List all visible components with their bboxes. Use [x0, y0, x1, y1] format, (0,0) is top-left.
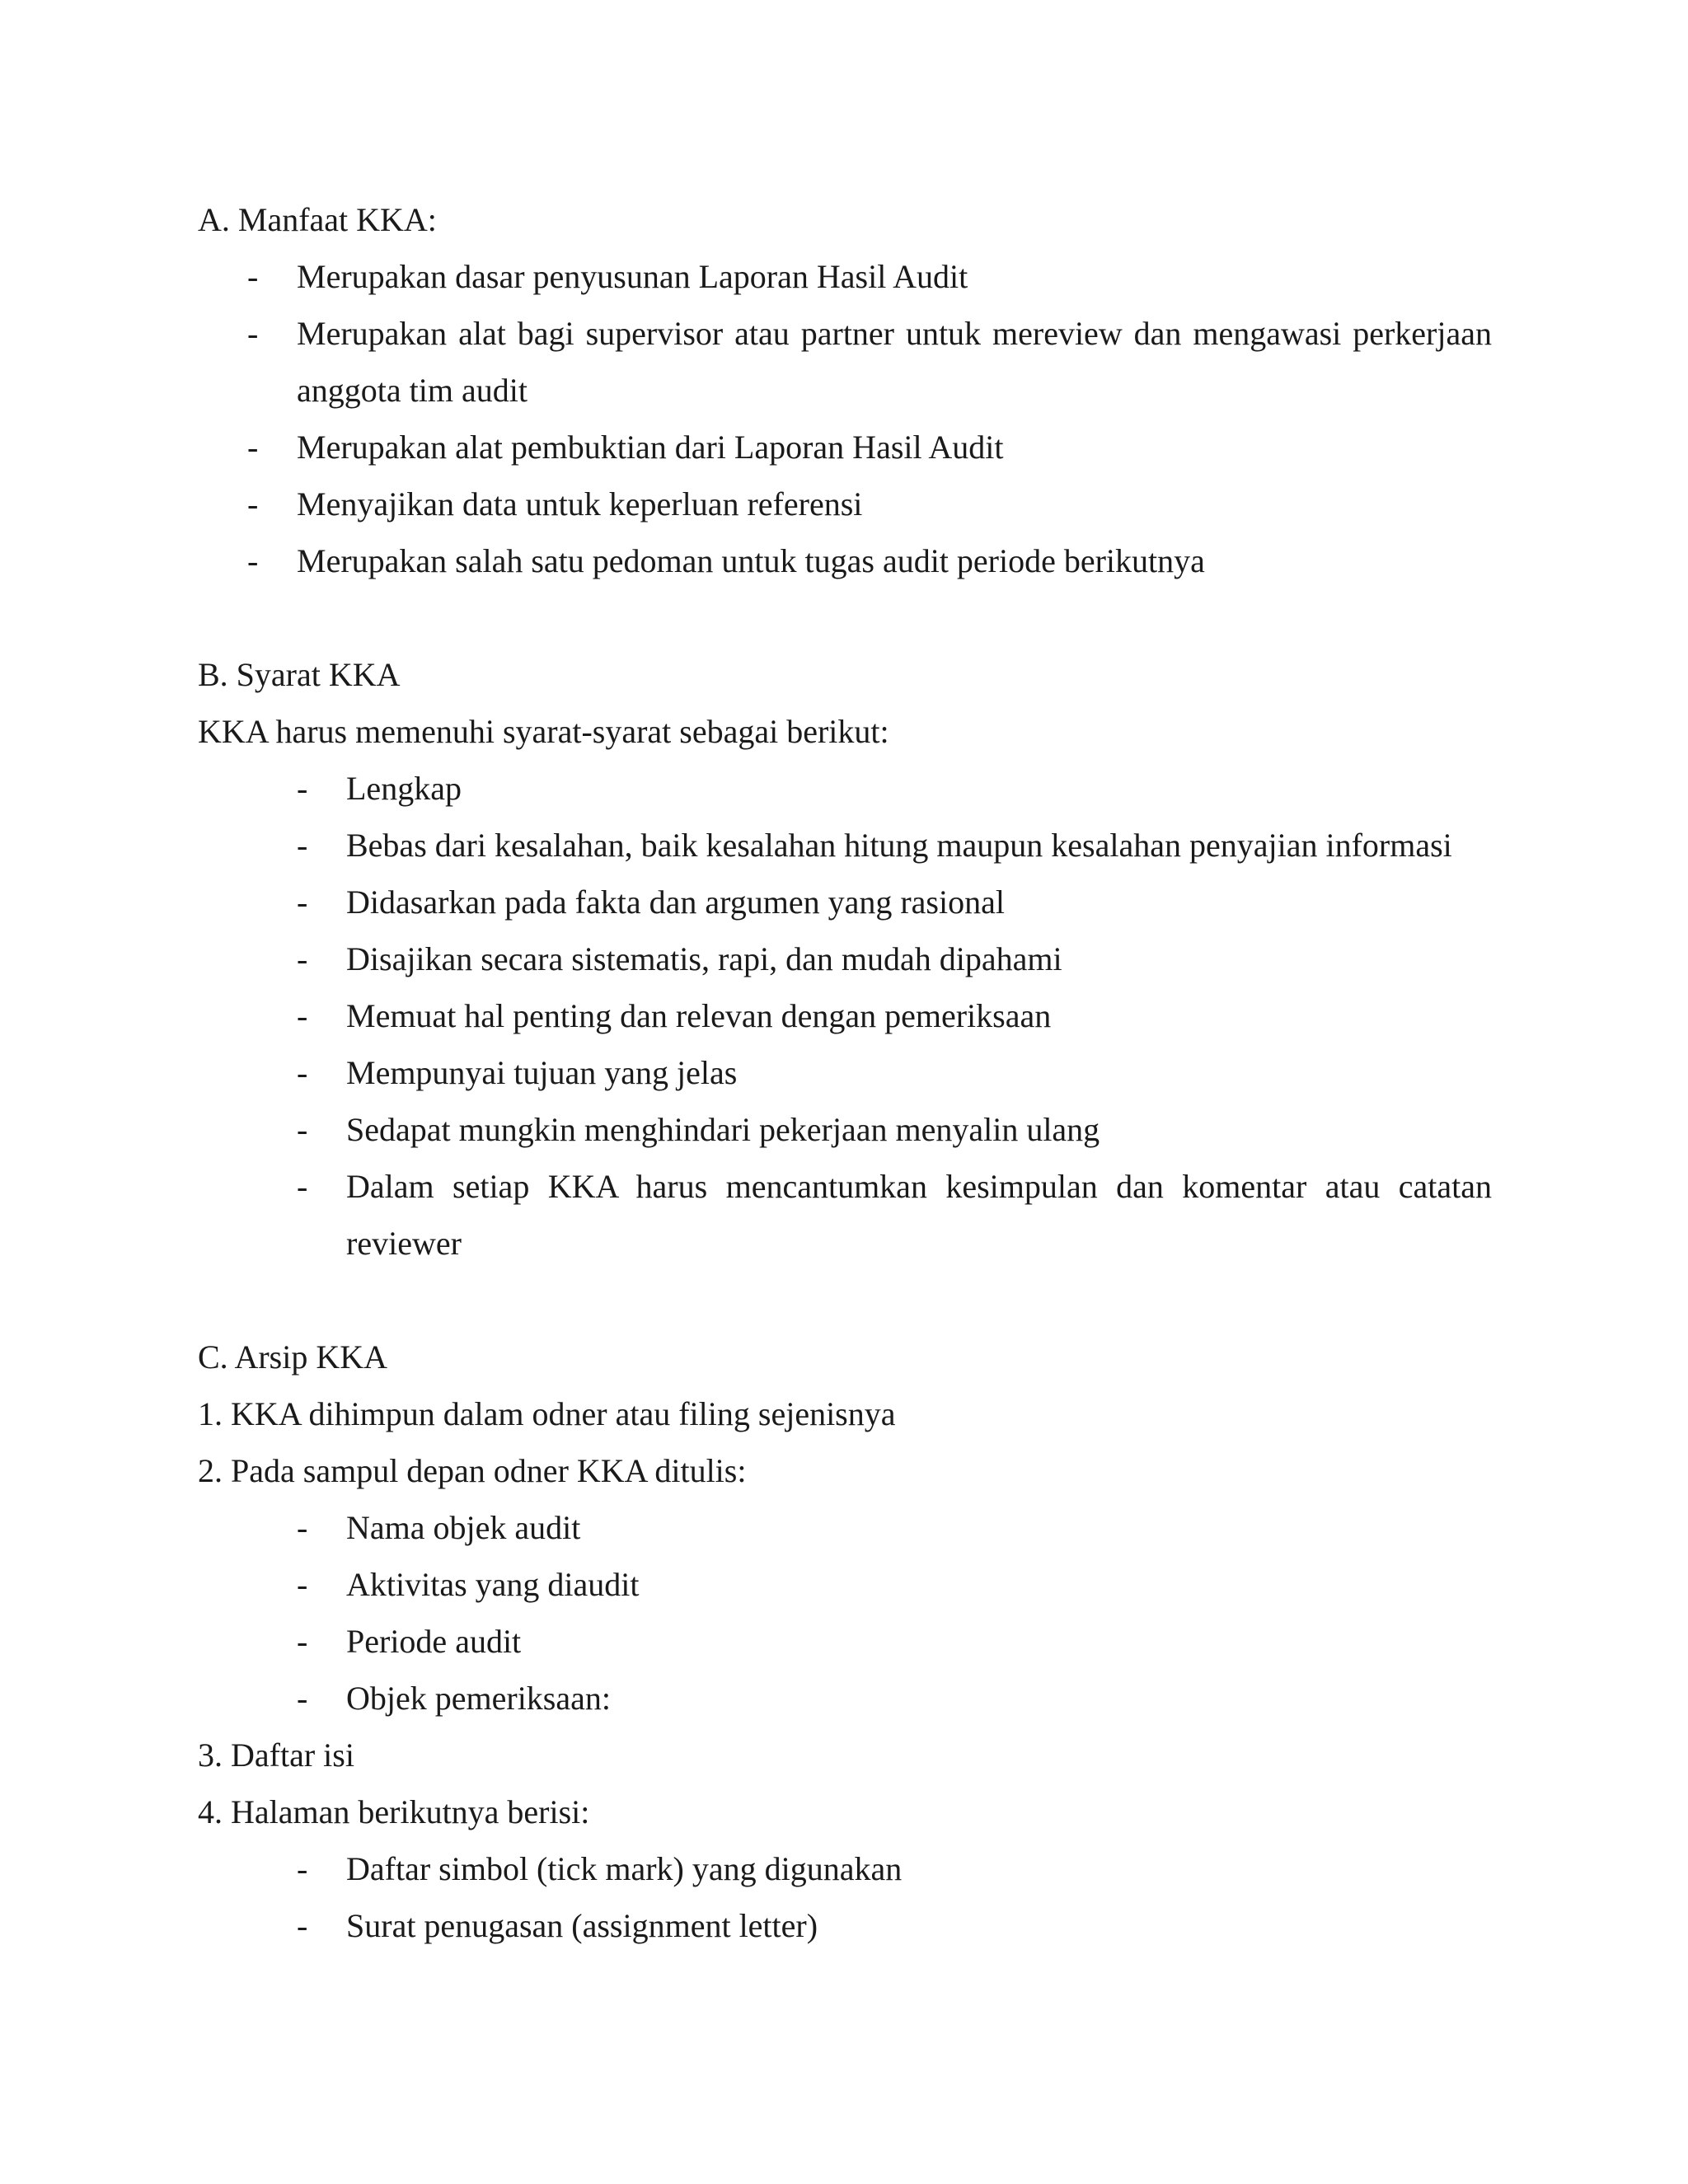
bullet-dash: - [247, 258, 259, 295]
bullet-dash: - [297, 1623, 308, 1660]
list-item-text: Merupakan salah satu pedoman untuk tugas audit periode berikutnya [297, 542, 1205, 579]
list-item [198, 248, 1492, 305]
bullet-dash: - [297, 1566, 308, 1603]
section-b-intro: KKA harus memenuhi syarat-syarat sebagai berikut: [198, 713, 889, 750]
list-item-text: Lengkap [346, 770, 462, 807]
bullet-dash: - [297, 883, 308, 921]
list-item [198, 1499, 1492, 1556]
list-item-text: Nama objek audit [346, 1509, 581, 1546]
list-item-text: Aktivitas yang diaudit [346, 1566, 640, 1603]
bullet-dash: - [297, 1850, 308, 1887]
list-item-text: Memuat hal penting dan relevan dengan pemeriksaan [346, 997, 1052, 1034]
list-item-text: Sedapat mungkin menghindari pekerjaan menyalin ulang [346, 1111, 1100, 1148]
list-item [198, 1044, 1492, 1101]
list-item-text: Bebas dari kesalahan, baik kesalahan hitung maupun kesalahan penyajian informasi [346, 827, 1452, 864]
bullet-dash: - [297, 1680, 308, 1717]
list-item [198, 1670, 1492, 1727]
bullet-dash: - [297, 827, 308, 864]
document-body [198, 191, 1492, 1954]
list-item [198, 1840, 1492, 1897]
section-a [198, 191, 1492, 589]
list-item-text: Mempunyai tujuan yang jelas [346, 1054, 738, 1091]
section-c-heading: C. Arsip KKA [198, 1338, 388, 1376]
section-spacer [198, 1272, 1492, 1329]
list-item-text: Objek pemeriksaan: [346, 1680, 611, 1717]
numbered-point-2: 2. Pada sampul depan odner KKA ditulis: [198, 1452, 747, 1489]
list-item-text: Didasarkan pada fakta dan argumen yang rasional [346, 883, 1005, 921]
numbered-point-3: 3. Daftar isi [198, 1736, 354, 1774]
list-item-text: Dalam setiap KKA harus mencantumkan kesimpulan dan komentar atau catatan reviewer [346, 1168, 1492, 1262]
list-item-text: Disajikan secara sistematis, rapi, dan mudah dipahami [346, 940, 1062, 977]
list-item-text: Merupakan dasar penyusunan Laporan Hasil Audit [297, 258, 968, 295]
list-item [198, 760, 1492, 817]
bullet-dash: - [297, 1111, 308, 1148]
list-item [198, 817, 1492, 874]
list-item [198, 419, 1492, 476]
bullet-dash: - [247, 485, 259, 523]
list-item-text: Periode audit [346, 1623, 522, 1660]
list-item-text: Merupakan alat bagi supervisor atau partner untuk mereview dan mengawasi perkerjaan anggota tim audit [297, 315, 1492, 409]
bullet-dash: - [297, 1907, 308, 1944]
bullet-dash: - [297, 1509, 308, 1546]
section-spacer [198, 589, 1492, 646]
bullet-dash: - [247, 429, 259, 466]
list-item-text: Merupakan alat pembuktian dari Laporan Hasil Audit [297, 429, 1004, 466]
list-item-text: Daftar simbol (tick mark) yang digunakan [346, 1850, 903, 1887]
list-item [198, 1897, 1492, 1954]
list-item [198, 305, 1492, 419]
list-item-text: Surat penugasan (assignment letter) [346, 1907, 818, 1944]
list-item [198, 476, 1492, 532]
list-item [198, 1613, 1492, 1670]
numbered-point-1: 1. KKA dihimpun dalam odner atau filing sejenisnya [198, 1395, 896, 1432]
list-item [198, 987, 1492, 1044]
list-item-text: Menyajikan data untuk keperluan referensi [297, 485, 863, 523]
section-b [198, 646, 1492, 1272]
section-c [198, 1329, 1492, 1954]
bullet-dash: - [297, 1054, 308, 1091]
bullet-dash: - [297, 1168, 308, 1205]
list-item [198, 930, 1492, 987]
list-item [198, 1556, 1492, 1613]
bullet-dash: - [247, 315, 259, 352]
bullet-dash: - [297, 997, 308, 1034]
section-b-heading: B. Syarat KKA [198, 656, 401, 693]
bullet-dash: - [297, 940, 308, 977]
list-item [198, 874, 1492, 930]
bullet-dash: - [297, 770, 308, 807]
section-a-heading: A. Manfaat KKA: [198, 201, 437, 238]
numbered-point-4: 4. Halaman berikutnya berisi: [198, 1793, 590, 1830]
list-item [198, 1101, 1492, 1158]
list-item [198, 532, 1492, 589]
bullet-dash: - [247, 542, 259, 579]
list-item [198, 1158, 1492, 1272]
